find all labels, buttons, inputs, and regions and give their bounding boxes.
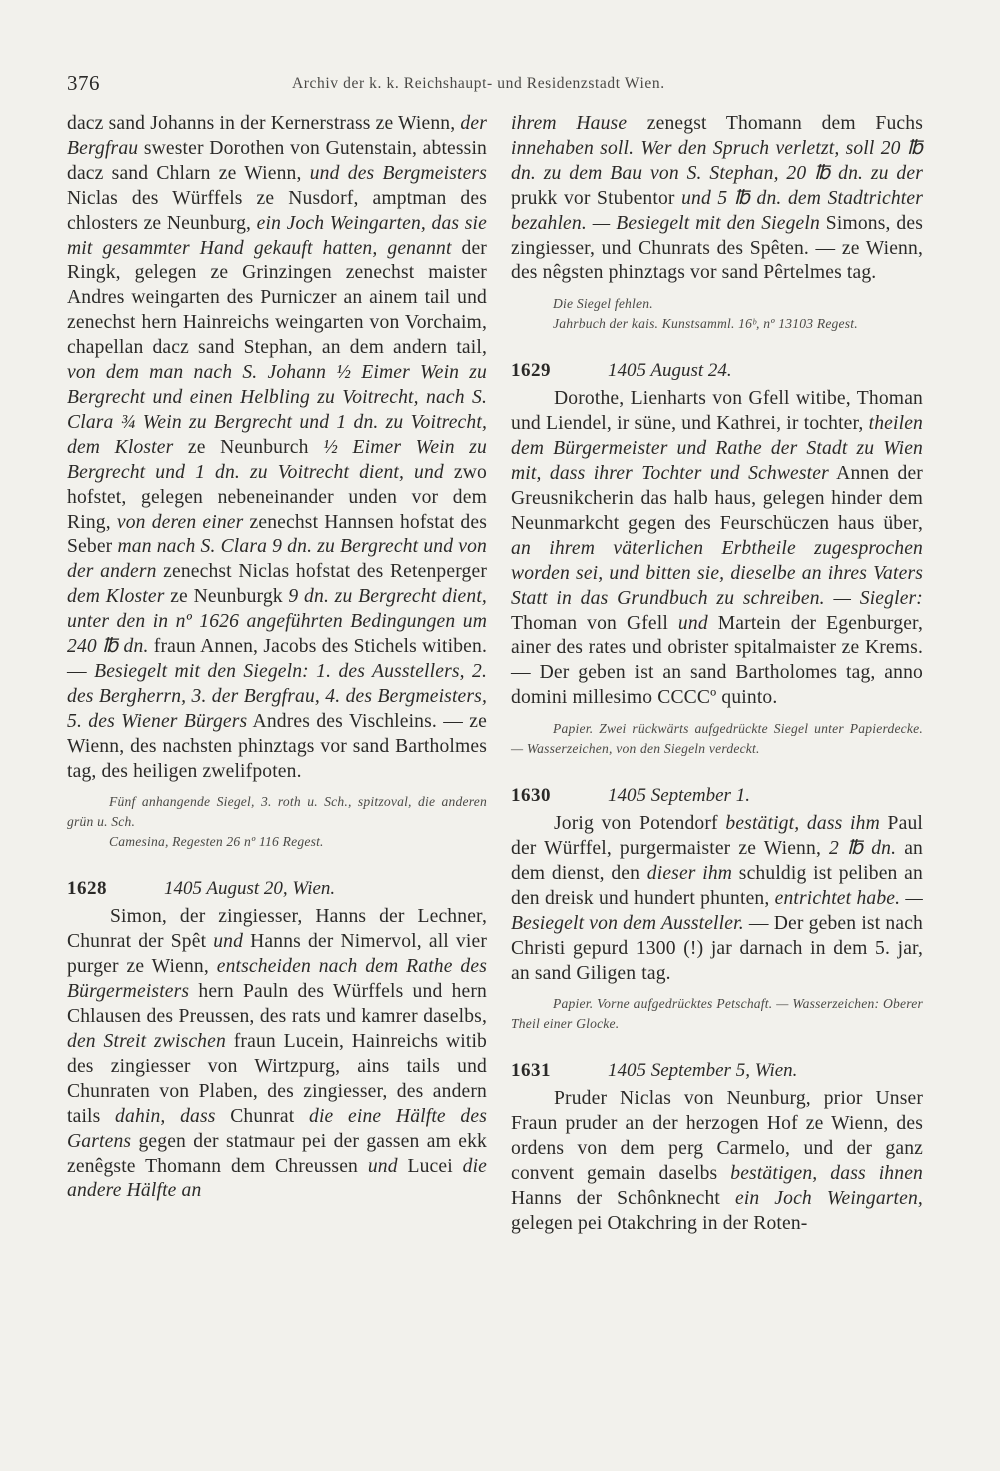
- text-run: Hanns der Schônknecht: [511, 1188, 735, 1210]
- italic-run: ein Joch Weingarten, das sie mit gesammter Hand gekauft hatten, genannt: [67, 212, 487, 259]
- italic-run: dieser ihm: [646, 862, 733, 884]
- entry-number: 1629: [511, 360, 551, 382]
- entry-heading-1629: [511, 358, 923, 383]
- entry-text-1630: [511, 812, 923, 986]
- text-run: Dorothe, Lienharts von Gfell witibe, Thoman und Liendel, ir süne, und Kathrei, ir tochter,: [511, 388, 923, 435]
- entry-text-1629: [511, 387, 923, 711]
- text-run: Andres des Vischleins. — ze Wienn, des nachsten phinztags vor sand Bartholmes tag, des heiligen zwelifpoten.: [67, 710, 487, 782]
- italic-run: ihrem Hause: [511, 113, 628, 134]
- text-run: Paul der Würffel, purgermaister ze Wienn,: [511, 813, 923, 860]
- text-run: Simon, der zingiesser, Hanns der Lechner, Chunrat der Spêt: [67, 906, 487, 953]
- entry-number: 1628: [67, 878, 107, 900]
- header-title: Archiv der k. k. Reichshaupt- und Residenzstadt Wien.: [292, 75, 665, 92]
- italic-run: ½ Eimer Wein zu Bergrecht und 1 dn. zu Voitrecht dient, und: [67, 436, 487, 483]
- italic-run: entscheiden nach dem Rathe des Bürgermeisters: [67, 956, 487, 1003]
- text-run: Simons, des zingiesser, und Chunrats des Spêten. — ze Wienn, des nêgsten phinztags vor sand Pêrtelmes tag.: [511, 212, 923, 284]
- text-run: Chunrat: [215, 1105, 310, 1127]
- italic-run: ein Joch Weingarten,: [734, 1188, 923, 1210]
- text-run: fraun Annen, Jacobs des Stichels witiben. —: [67, 636, 488, 682]
- italic-run: die eine Hälfte des Gartens: [67, 1105, 487, 1152]
- italic-run: 9 dn. zu Bergrecht dient, unter den in nº 1626 angeführten Bedingungen um 240 ℔ dn.: [67, 586, 487, 658]
- source-note: Camesina, Regesten 26 nº 116 Regest.: [109, 834, 324, 850]
- entry-date: 1405 August 24.: [608, 360, 732, 382]
- text-run: hern Pauln des Würffels und hern Chlausen des Preussen, des rats und kamrer daselbs,: [67, 981, 487, 1028]
- italic-run: und: [367, 1155, 398, 1177]
- text-run: der Ringk, gelegen ze Grinzingen zenechst maister Andres weingarten des Purniczer an ainem tail und zenechst hern Hainreichs weingarten von Vorchaim, chapellan dacz sand Stephan, an dem andern tail,: [67, 237, 487, 359]
- entry-date: 1405 August 20, Wien.: [164, 878, 336, 900]
- source-note: Jahrbuch der kais. Kunstsamml. 16ᵇ, nº 13103 Regest.: [553, 316, 858, 332]
- entry-date: 1405 September 5, Wien.: [608, 1060, 798, 1082]
- text-run: ze Neunburch: [173, 436, 324, 458]
- italic-run: und: [677, 612, 708, 634]
- text-run: Lucei: [397, 1155, 463, 1177]
- entry-heading-1630: [511, 783, 923, 808]
- text-run: gegen der statmaur pei der gassen am ekk zenêgste Thomann dem Chreussen: [67, 1130, 487, 1177]
- text-run: zenechst Niclas hofstat des Retenperger: [156, 561, 487, 583]
- text-run: zwo hofstet, gelegen nebeneinander unden vor dem Ring,: [67, 461, 487, 533]
- material-note: Papier. Vorne aufgedrücktes Petschaft. — Wasserzeichen: Oberer Theil einer Glocke.: [511, 996, 923, 1032]
- text-run: dacz sand Johanns in der Kernerstrass ze Wienn,: [67, 113, 461, 134]
- text-run: Pruder Niclas von Neunburg, prior Unser Fraun pruder an der herzogen Hof ze Wienn, des ordens von dem perg Carmelo, und der ganz convent gemain daselbs: [511, 1088, 923, 1185]
- material-note: Papier. Zwei rückwärts aufgedrückte Siegel unter Papierdecke. — Wasserzeichen, von den Siegeln verdeckt.: [511, 721, 923, 757]
- italic-run: die andere Hälfte an: [67, 1155, 488, 1202]
- italic-run: der Bergfrau: [67, 113, 487, 159]
- italic-run: und des Bergmeisters: [309, 162, 487, 184]
- text-run: ze Neunburgk: [164, 586, 289, 608]
- text-run: fraun Lucein, Hainreichs witib des zingiesser von Wirtzpurg, ains tails und Chunraten von Plaben, des zingiesser, des andern tails: [67, 1031, 487, 1127]
- entry-text-1628-continued: [511, 112, 923, 286]
- entry-heading-1628: [67, 876, 487, 901]
- text-run: — Der geben ist nach Christi gepurd 1300 (!) jar darnach in dem 5. jar, an sand Giligen tag.: [511, 912, 923, 984]
- italic-run: bestätigen, dass ihnen: [730, 1163, 923, 1185]
- italic-run: bestätigt, dass ihm: [725, 813, 880, 835]
- entry-date: 1405 September 1.: [608, 785, 750, 807]
- text-run: schuldig ist peliben an den dreisk und hundert phunten,: [511, 862, 923, 909]
- italic-run: von dem man nach S. Johann ½ Eimer Wein zu Bergrecht und einen Helbling zu Voitrecht, nach S. Clara ¾ Wein zu Bergrecht und 1 dn. zu Voitrecht, dem Kloster: [67, 362, 487, 458]
- entry-text-1631: [511, 1087, 923, 1236]
- italic-run: von deren einer: [116, 511, 244, 533]
- italic-run: theilen dem Bürgermeister und Rathe der Stadt zu Wien mit, dass ihrer Tochter und Schwester: [511, 413, 923, 485]
- text-run: Hanns der Nimervol, all vier purger ze Wienn,: [67, 931, 487, 978]
- text-run: Thoman von Gfell: [511, 612, 678, 634]
- italic-run: an ihrem väterlichen Erbtheile zugesprochen worden sei, und bitten sie, dieselbe an ihres Vaters Statt in das Grundbuch zu schreiben. — Siegler:: [511, 537, 923, 609]
- page-number: 376: [67, 71, 100, 95]
- text-run: Niclas des Würffels ze Nusdorf, amptman des chlosters ze Neunburg,: [67, 187, 487, 234]
- text-run: swester Dorothen von Gutenstain, abtessin dacz sand Chlarn ze Wienn,: [67, 137, 487, 184]
- text-run: Martein der Egenburger, ainer des rates und obrister spitalmaister ze Krems. — Der geben ist an sand Bartholomes tag, anno domini millesimo CCCCº quinto.: [511, 612, 923, 709]
- entry-text-1628: [67, 905, 487, 1204]
- italic-run: innehaben soll. Wer den Spruch verletzt, soll 20 ℔ dn. zu dem Bau von S. Stephan, 20 ℔ dn. zu der: [511, 137, 923, 184]
- continued-entry-text: [67, 112, 487, 784]
- italic-run: dem Kloster: [67, 586, 165, 608]
- italic-run: entrichtet habe. — Besiegelt von dem Aussteller.: [511, 887, 923, 934]
- text-run: gelegen pei Otakchring in der Roten-: [511, 1213, 808, 1234]
- text-run: zenegst Thomann dem Fuchs: [627, 113, 923, 134]
- text-run: an dem dienst, den: [511, 838, 924, 884]
- italic-run: man nach S. Clara 9 dn. zu Bergrecht und von der andern: [67, 536, 487, 583]
- italic-run: und 5 ℔ dn. dem Stadtrichter bezahlen. — Besiegelt mit den Siegeln: [511, 187, 923, 234]
- italic-run: dahin, dass: [115, 1105, 216, 1127]
- text-run: Jorig von Potendorf: [554, 813, 726, 835]
- text-run: zenechst Hannsen hofstat des Seber: [67, 511, 488, 558]
- italic-run: den Streit zwischen: [67, 1031, 226, 1052]
- running-header: [0, 71, 1000, 101]
- text-run: prukk vor Stubentor: [511, 187, 682, 209]
- entry-number: 1631: [511, 1060, 551, 1082]
- italic-run: 2 ℔ dn.: [829, 838, 897, 860]
- italic-run: und: [213, 931, 244, 953]
- seal-note: Fünf anhangende Siegel, 3. roth u. Sch., spitzoval, die anderen grün u. Sch.: [67, 794, 487, 830]
- italic-run: Besiegelt mit den Siegeln: 1. des Ausstellers, 2. des Bergherrn, 3. der Bergfrau, 4. des Bergmeisters, 5. des Wiener Bürgers: [67, 660, 487, 732]
- text-run: Annen der Greusnikcherin das halb haus, gelegen hinder dem Neunmarkcht gegen des Feurschüczen haus über,: [511, 463, 923, 534]
- left-column: [67, 112, 487, 1204]
- entry-number: 1630: [511, 785, 551, 807]
- seal-note: Die Siegel fehlen.: [553, 296, 653, 312]
- right-column: [511, 112, 923, 1237]
- entry-heading-1631: [511, 1058, 923, 1083]
